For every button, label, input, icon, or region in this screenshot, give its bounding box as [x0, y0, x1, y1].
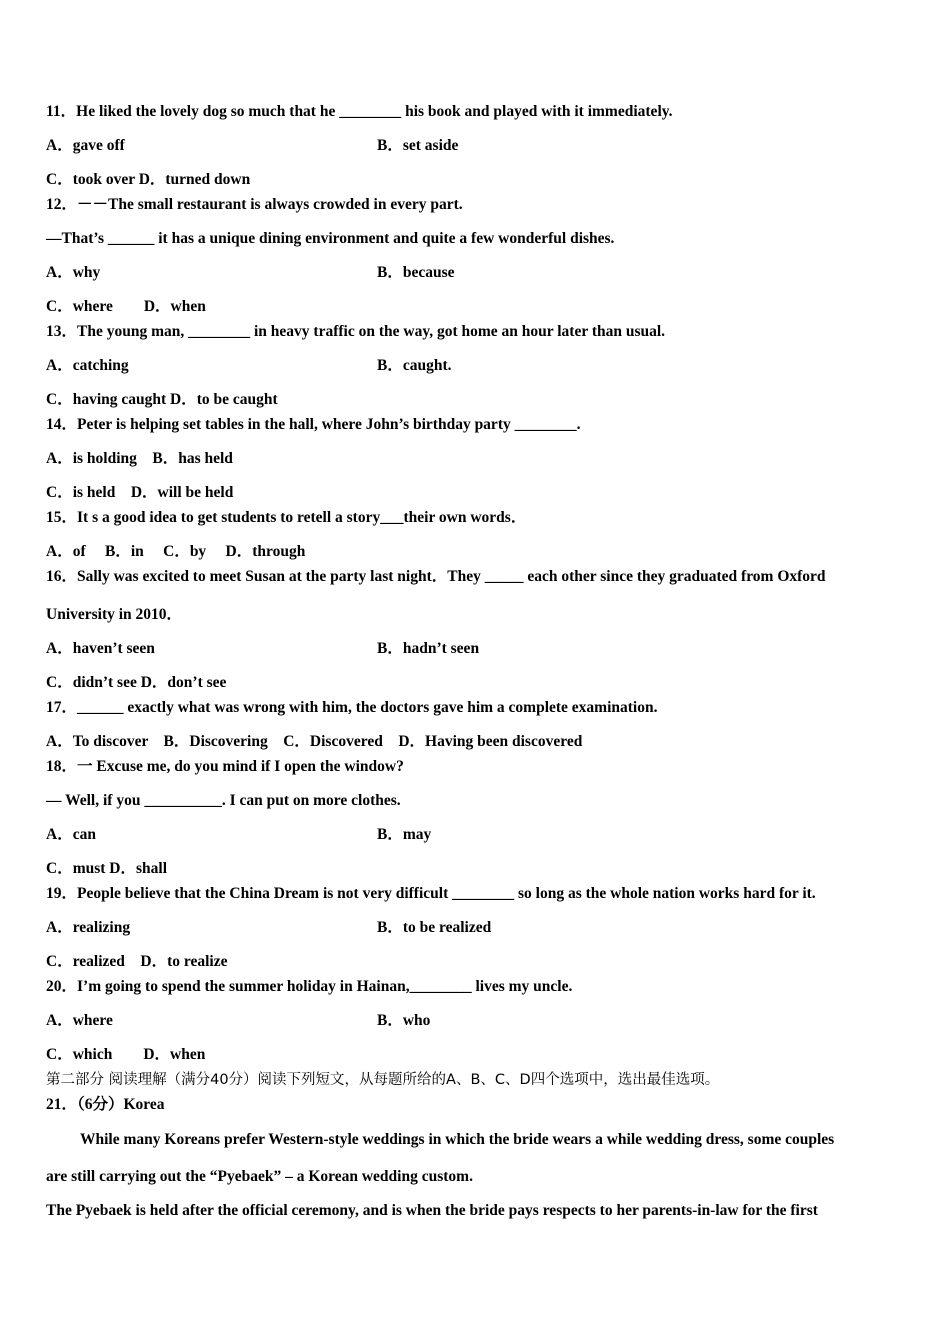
q18-option-a: A．can: [46, 826, 96, 843]
q19-option-a: A．realizing: [46, 919, 131, 936]
q12-option-b: B．because: [377, 264, 455, 281]
q19-stem: 19．People believe that the China Dream is not very difficult ________ so long as the whole nation works hard for it.: [46, 885, 816, 902]
q13-option-b: B．caught.: [377, 357, 452, 374]
q11-options-cd: C．took over D．turned down: [46, 171, 251, 188]
q11-stem: 11．He liked the lovely dog so much that he ________ his book and played with it immediately.: [46, 103, 673, 120]
section-heading: 第二部分 阅读理解（满分40分）阅读下列短文，从每题所给的A、B、C、D四个选项中，选出最佳选项。: [46, 1072, 720, 1088]
q17-stem: 17．______ exactly what was wrong with him, the doctors gave him a complete examination.: [46, 699, 658, 716]
q14-stem: 14．Peter is helping set tables in the hall, where John’s birthday party ________.: [46, 416, 581, 433]
passage-paragraph-2: The Pyebaek is held after the official ceremony, and is when the bride pays respects to her parents-in-law for the first: [46, 1202, 818, 1219]
q12-option-a: A．why: [46, 264, 101, 281]
q18-stem-response: — Well, if you __________. I can put on more clothes.: [46, 792, 401, 809]
q21-title: 21．（6分）Korea: [46, 1096, 165, 1113]
q13-options-cd: C．having caught D．to be caught: [46, 391, 278, 408]
q16-stem-continued: University in 2010．: [46, 606, 183, 623]
q19-options-cd: C．realized D．to realize: [46, 953, 228, 970]
q13-stem: 13．The young man, ________ in heavy traffic on the way, got home an hour later than usual.: [46, 323, 666, 340]
q20-option-b: B．who: [377, 1012, 431, 1029]
passage-paragraph-1-continued: are still carrying out the “Pyebaek” – a Korean wedding custom.: [46, 1168, 473, 1185]
q18-option-b: B．may: [377, 826, 432, 843]
q12-stem-response: —That’s ______ it has a unique dining environment and quite a few wonderful dishes.: [46, 230, 615, 247]
q14-options-cd: C．is held D．will be held: [46, 484, 234, 501]
q16-options-cd: C．didn’t see D．don’t see: [46, 674, 227, 691]
q16-option-b: B．hadn’t seen: [377, 640, 480, 657]
q11-option-b: B．set aside: [377, 137, 459, 154]
q11-option-a: A．gave off: [46, 137, 125, 154]
q14-options-ab: A．is holding B．has held: [46, 450, 233, 467]
q12-options-cd: C．where D．when: [46, 298, 206, 315]
q16-option-a: A．haven’t seen: [46, 640, 155, 657]
q15-options: A．of B．in C．by D．through: [46, 543, 306, 560]
q19-option-b: B．to be realized: [377, 919, 492, 936]
q20-options-cd: C．which D．when: [46, 1046, 206, 1063]
passage-paragraph-1: While many Koreans prefer Western-style weddings in which the bride wears a while wedding dress, some couples: [80, 1131, 835, 1148]
q13-option-a: A．catching: [46, 357, 129, 374]
q16-stem: 16．Sally was excited to meet Susan at the party last night．They _____ each other since they graduated from Oxford: [46, 568, 826, 585]
q15-stem: 15．It s a good idea to get students to retell a story___their own words．: [46, 509, 527, 526]
q17-options: A．To discover B．Discovering C．Discovered D．Having been discovered: [46, 733, 583, 750]
q18-stem: 18．一 Excuse me, do you mind if I open the window?: [46, 758, 404, 775]
q20-option-a: A．where: [46, 1012, 113, 1029]
q18-options-cd: C．must D．shall: [46, 860, 168, 877]
q20-stem: 20．I’m going to spend the summer holiday in Hainan,________ lives my uncle.: [46, 978, 573, 995]
q12-stem: 12．－－The small restaurant is always crowded in every part.: [46, 196, 463, 213]
